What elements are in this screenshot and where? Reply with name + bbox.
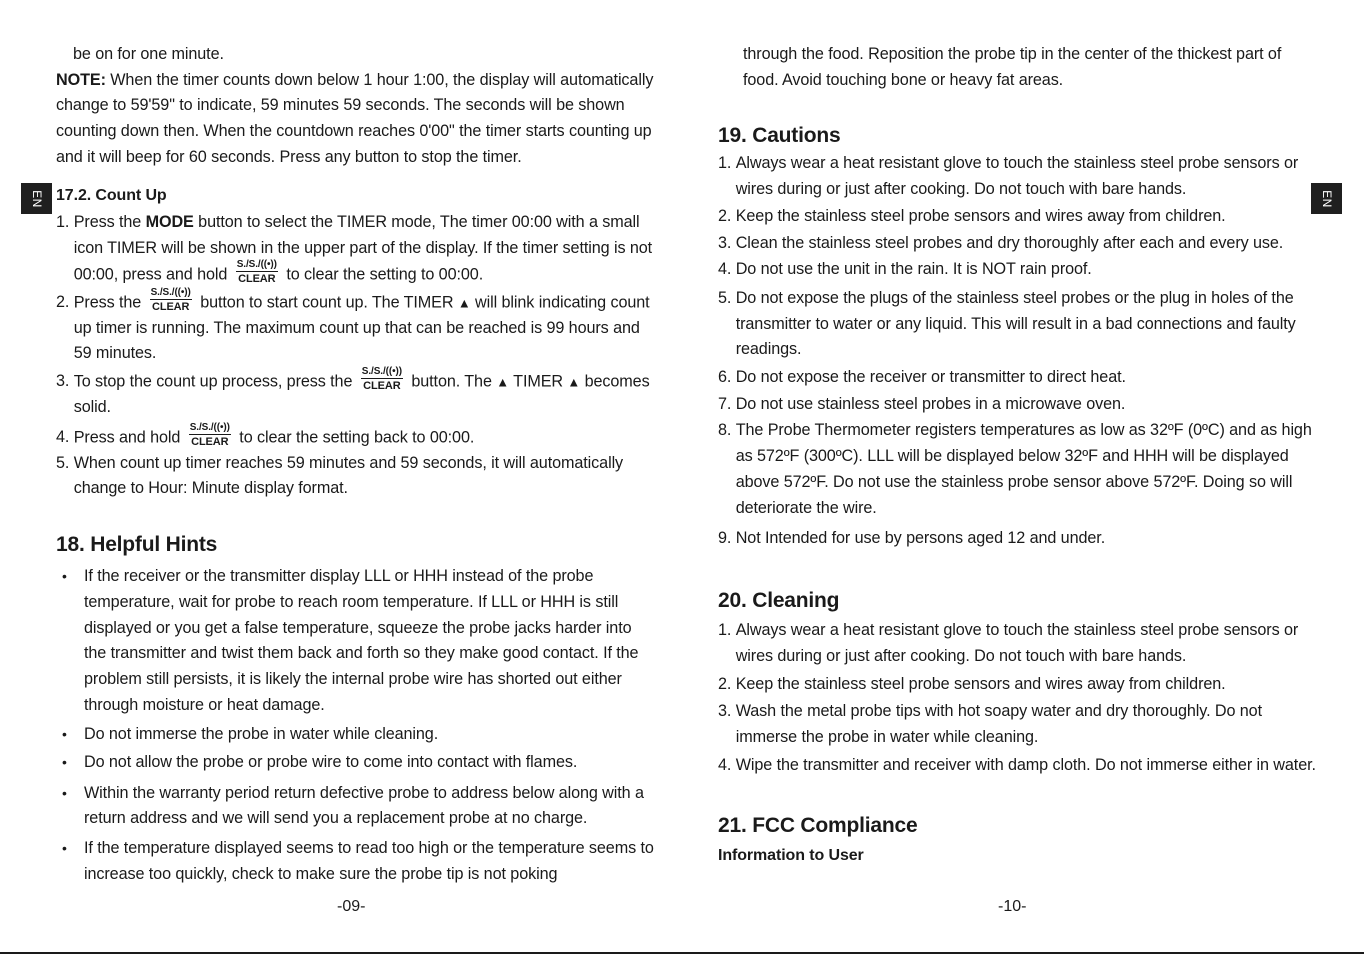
note-paragraph <box>56 68 656 171</box>
page-number-right: -10- <box>998 898 1027 915</box>
step4-text-b: to clear the setting back to 00:00. <box>239 428 475 447</box>
step-number: 3. <box>56 372 74 391</box>
helpful-hints-heading: 18. Helpful Hints <box>56 533 218 557</box>
step-number: 1. <box>56 213 74 232</box>
item-number: 3. <box>718 233 736 252</box>
continuation-text: through the food. Reposition the probe tip in the center of the thickest part of food. Avoid touching bone or heavy fat areas. <box>743 45 1282 89</box>
clear-key-icon <box>150 287 192 313</box>
language-tab-right <box>1311 183 1342 214</box>
timer-triangle-icon: ▲ <box>457 294 471 310</box>
item-text: Do not use the unit in the rain. It is NOT rain proof. <box>735 260 1092 279</box>
step2-text-a: Press the <box>73 292 142 311</box>
step-text <box>73 421 656 451</box>
count-up-step-4 <box>56 421 656 451</box>
item-number: 5. <box>718 288 736 307</box>
item-number: 4. <box>718 756 736 775</box>
item-number: 3. <box>718 702 736 721</box>
count-up-step-1 <box>56 210 656 287</box>
intro-continuation: be on for one minute. <box>73 45 224 63</box>
fcc-subheading: Information to User <box>718 847 864 865</box>
clear-key-icon <box>236 259 278 285</box>
helpful-hints-list <box>56 564 656 887</box>
item-text: Not Intended for use by persons aged 12 and under. <box>735 529 1106 548</box>
numbered-item <box>718 418 1318 521</box>
item-text: Keep the stainless steel probe sensors and wires away from children. <box>735 675 1226 694</box>
item-text: Do not use stainless steel probes in a microwave oven. <box>735 394 1126 413</box>
numbered-item <box>718 257 1318 283</box>
numbered-item <box>718 151 1318 202</box>
timer-triangle-icon: ▲ <box>496 374 510 390</box>
hint-item <box>62 836 656 887</box>
step3-text-c: TIMER <box>509 372 568 391</box>
timer-triangle-icon: ▲ <box>567 374 581 390</box>
step3-text-d: becomes solid. <box>73 372 650 417</box>
bullet-icon: • <box>62 568 67 585</box>
item-text: Keep the stainless steel probe sensors and wires away from children. <box>735 206 1226 225</box>
numbered-item <box>718 618 1318 669</box>
item-text: Always wear a heat resistant glove to touch the stainless steel probe sensors or wires during or just after cooking. Do not touch with bare hands. <box>735 620 1299 665</box>
item-text: Wash the metal probe tips with hot soapy water and dry thoroughly. Do not immerse the probe in water while cleaning. <box>735 702 1262 746</box>
language-tab-label: EN <box>1319 189 1334 208</box>
cleaning-list <box>718 618 1318 779</box>
note-label: NOTE: <box>56 70 106 89</box>
step1-text-a: Press the <box>73 213 146 232</box>
item-text: Do not expose the plugs of the stainless steel probes or the plug in holes of the transmitter to water or any liquid. This will result in a bad connections and faulty readings. <box>735 288 1296 359</box>
hint-item <box>62 750 656 776</box>
item-text: Always wear a heat resistant glove to touch the stainless steel probe sensors or wires during or just after cooking. Do not touch with bare hands. <box>735 154 1299 199</box>
key-bottom-label: CLEAR <box>191 435 229 448</box>
hint-text: Do not immerse the probe in water while cleaning. <box>84 725 439 744</box>
step1-text-b: button to select the TIMER mode, The timer 00:00 with a small icon TIMER will be shown in the upper part of the display. If the timer setting is not 00:00, press and hold <box>73 213 653 283</box>
mode-key-label: MODE <box>145 213 194 232</box>
bullet-icon: • <box>62 840 67 857</box>
item-text: Clean the stainless steel probes and dry thoroughly after each and every use. <box>735 233 1284 252</box>
key-top-label: S./S./((•)) <box>361 366 402 378</box>
clear-key-icon <box>189 422 231 448</box>
item-number: 4. <box>718 260 736 279</box>
item-number: 1. <box>718 154 736 173</box>
cautions-heading: 19. Cautions <box>718 124 841 148</box>
step2-text-c: will blink indicating count up timer is running. The maximum count up that can be reached is 99 hours and 59 minutes. <box>73 292 650 363</box>
page-number-left: -09- <box>337 898 366 915</box>
item-text: Do not expose the receiver or transmitter to direct heat. <box>735 368 1126 387</box>
numbered-item <box>718 231 1318 257</box>
numbered-item <box>718 699 1318 750</box>
key-bottom-label: CLEAR <box>151 300 190 313</box>
item-text: Wipe the transmitter and receiver with damp cloth. Do not immerse either in water. <box>735 756 1316 775</box>
step3-text-b: button. The <box>411 372 492 391</box>
hint-item <box>62 781 656 832</box>
language-tab-left <box>21 183 52 214</box>
key-bottom-label: CLEAR <box>238 272 276 285</box>
fcc-heading: 21. FCC Compliance <box>718 814 918 838</box>
numbered-item <box>718 365 1318 391</box>
count-up-step-2 <box>56 286 656 367</box>
step-text <box>73 366 656 421</box>
right-page <box>718 42 1318 869</box>
cautions-list <box>718 151 1318 552</box>
count-up-step-3 <box>56 366 656 421</box>
key-bottom-label: CLEAR <box>363 380 401 393</box>
note-text: When the timer counts down below 1 hour 1:00, the display will automatically change to 59'59" to indicate, 59 minutes 59 seconds. The seconds will be shown counting down then. When the countdown reaches 0'00" the timer starts counting up and it will beep for 60 seconds. Press any button to stop the timer. <box>56 70 654 166</box>
language-tab-label: EN <box>29 189 44 208</box>
item-number: 2. <box>718 206 736 225</box>
step-text <box>74 210 656 287</box>
step2-text-b: button to start count up. The TIMER <box>200 292 454 311</box>
count-up-heading: 17.2. Count Up <box>56 186 167 204</box>
step-number: 4. <box>56 427 74 446</box>
step-number: 2. <box>56 292 74 311</box>
numbered-item <box>718 672 1318 698</box>
step1-text-c: to clear the setting to 00:00. <box>286 264 484 283</box>
bullet-icon: • <box>62 726 67 743</box>
key-top-label: S./S./((•)) <box>236 258 277 270</box>
key-top-label: S./S./((•)) <box>150 286 191 298</box>
cleaning-heading: 20. Cleaning <box>718 588 840 612</box>
hint-text: If the temperature displayed seems to read too high or the temperature seems to increase too quickly, check to make sure the probe tip is not poking <box>84 839 654 883</box>
step-text <box>73 286 656 367</box>
item-number: 9. <box>718 529 736 548</box>
numbered-item <box>718 392 1318 418</box>
hint-item <box>62 722 656 748</box>
item-number: 6. <box>718 368 736 387</box>
step-text: When count up timer reaches 59 minutes and 59 seconds, it will automatically change to Hour: Minute display format. <box>73 453 624 498</box>
numbered-item <box>718 526 1318 552</box>
clear-key-icon <box>361 366 403 392</box>
item-number: 8. <box>718 421 736 440</box>
bullet-icon: • <box>62 754 67 771</box>
hint-text: Do not allow the probe or probe wire to come into contact with flames. <box>84 753 578 772</box>
hint-item <box>62 564 656 718</box>
step4-text-a: Press and hold <box>73 428 181 447</box>
key-top-label: S./S./((•)) <box>189 421 230 433</box>
step-number: 5. <box>56 453 74 472</box>
numbered-item <box>718 204 1318 230</box>
left-page <box>56 42 656 888</box>
hint-text: If the receiver or the transmitter display LLL or HHH instead of the probe temperature, wait for probe to reach room temperature. If LLL or HHH is still displayed or you get a false temperature, squeeze the probe jacks harder into the transmitter and twist them back and forth so they make good contact. If the problem still persists, it is likely the internal probe wire has shorted out either through moisture or heat damage. <box>84 567 639 714</box>
count-up-step-5 <box>56 451 656 502</box>
item-number: 7. <box>718 394 736 413</box>
numbered-item <box>718 753 1318 779</box>
hint-text: Within the warranty period return defective probe to address below along with a return address and we will send you a replacement probe at no charge. <box>84 783 644 828</box>
step3-text-a: To stop the count up process, press the <box>73 372 353 391</box>
item-number: 1. <box>718 620 736 639</box>
numbered-item <box>718 286 1318 363</box>
bullet-icon: • <box>62 784 67 801</box>
item-number: 2. <box>718 675 736 694</box>
item-text: The Probe Thermometer registers temperatures as low as 32ºF (0ºC) and as high as 572ºF (300ºC). LLL will be displayed below 32ºF and HHH will be displayed above 572ºF. Do not use the stainless probe sensor above 572ºF. Doing so will deteriorate the wire. <box>735 421 1312 517</box>
